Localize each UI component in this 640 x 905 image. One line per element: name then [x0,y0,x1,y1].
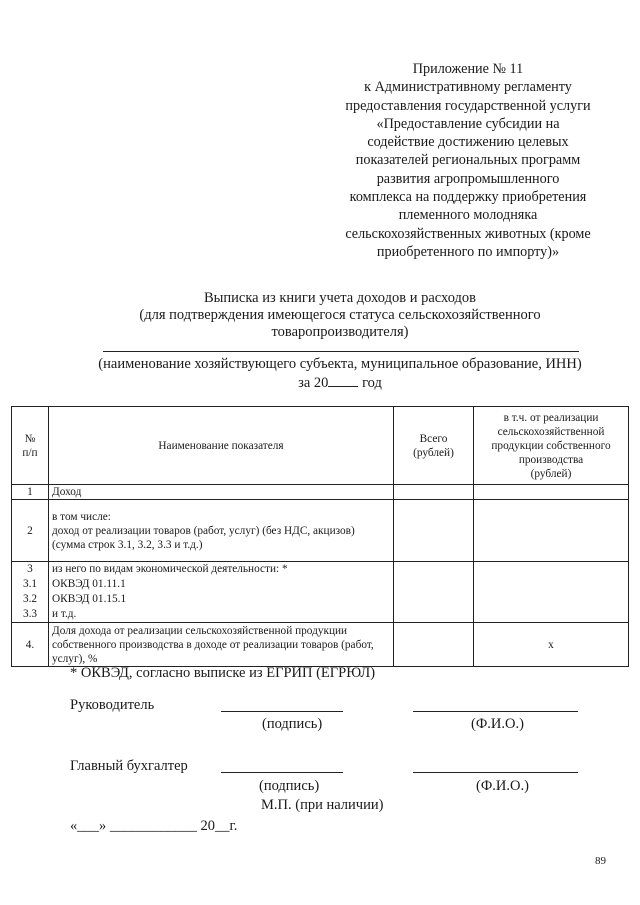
appendix-line: комплекса на поддержку приобретения [349,189,587,206]
row-num: 4. [12,623,49,667]
title-line-1: Выписка из книги учета доходов и расходов [203,290,477,306]
head-label: Руководитель [70,697,155,713]
row-own: х [474,623,629,667]
year-blank [328,374,358,387]
accountant-label: Главный бухгалтер [70,758,188,774]
table-row [12,485,629,500]
stamp-label: М.П. (при наличии) [261,797,384,813]
row-num: 2 [12,500,49,562]
accountant-sign-line [221,771,343,773]
appendix-line: сельскохозяйственных животных (кроме [345,225,591,242]
row-num: 3.3 [22,608,38,620]
accountant-name-line [413,771,578,773]
appendix-line: приобретенного по импорту)» [376,243,560,260]
row-name: и т.д. [52,608,77,620]
appendix-line: племенного молодняка [398,207,538,224]
table-header-row [12,407,629,485]
page-number: 89 [595,855,606,867]
row-name: из него по видам экономической деятельности: * [52,563,288,575]
year-prefix: за 20 [298,375,329,391]
appendix-line: к Административному регламенту [364,79,572,96]
title-line-2: (для подтверждения имеющегося статуса сельскохозяйственного [139,307,541,323]
row-own [474,500,629,562]
title-line-3: товаропроизводителя) [271,324,409,340]
row-own [474,485,629,500]
row-name-group [49,562,394,623]
year-suffix: год [358,375,382,391]
subject-fill-line [103,351,579,352]
subject-label: (наименование хозяйствующего субъекта, муниципальное образование, ИНН) [98,356,582,372]
footnote: * ОКВЭД, согласно выписке из ЕГРИП (ЕГРЮЛ) [70,665,376,681]
head-name-line [413,710,578,712]
appendix-line: Приложение № 11 [412,61,524,77]
appendix-line: содействие достижению целевых [367,134,569,151]
head-name-caption: (Ф.И.О.) [471,716,524,732]
header-name: Наименование показателя [49,407,394,485]
table-row [12,562,629,623]
accountant-name-caption: (Ф.И.О.) [476,778,529,794]
row-total [394,500,474,562]
row-name: ОКВЭД 01.11.1 [52,578,126,590]
table-row [12,623,629,667]
year-line [40,374,640,392]
head-sign-line [221,710,343,712]
header-total: Всего (рублей) [394,407,474,485]
head-sign-caption: (подпись) [262,716,323,732]
row-name: Доход [49,485,394,500]
row-total [394,562,474,623]
appendix-line: показателей региональных программ [355,152,581,169]
row-num: 1 [12,485,49,500]
appendix-line: предоставления государственной услуги [345,97,591,114]
row-total [394,623,474,667]
appendix-header [318,60,618,261]
header-own: в т.ч. от реализации сельскохозяйственной продукции собственного производства (рублей) [474,407,629,485]
table-row [12,500,629,562]
income-table [11,406,629,667]
appendix-line: «Предоставление субсидии на [376,115,560,132]
row-num: 3.2 [22,593,38,605]
appendix-line: развития агропромышленного [376,170,560,187]
row-num-group [12,562,49,623]
date-line: «___» ____________ 20__г. [70,818,238,834]
row-name: ОКВЭД 01.15.1 [52,593,127,605]
row-total [394,485,474,500]
row-num: 3 [27,563,33,575]
document-title [60,290,620,341]
header-num: № п/п [12,407,49,485]
row-name: в том числе: доход от реализации товаров (работ, услуг) (без НДС, акцизов) (сумма строк 3.1, 3.2, 3.3 и т.д.) [49,500,394,562]
row-num: 3.1 [22,578,38,590]
row-name: Доля дохода от реализации сельскохозяйственной продукции собственного производства в доходе от реализации товаров (работ, услуг), % [49,623,394,667]
accountant-sign-caption: (подпись) [259,778,320,794]
row-own [474,562,629,623]
